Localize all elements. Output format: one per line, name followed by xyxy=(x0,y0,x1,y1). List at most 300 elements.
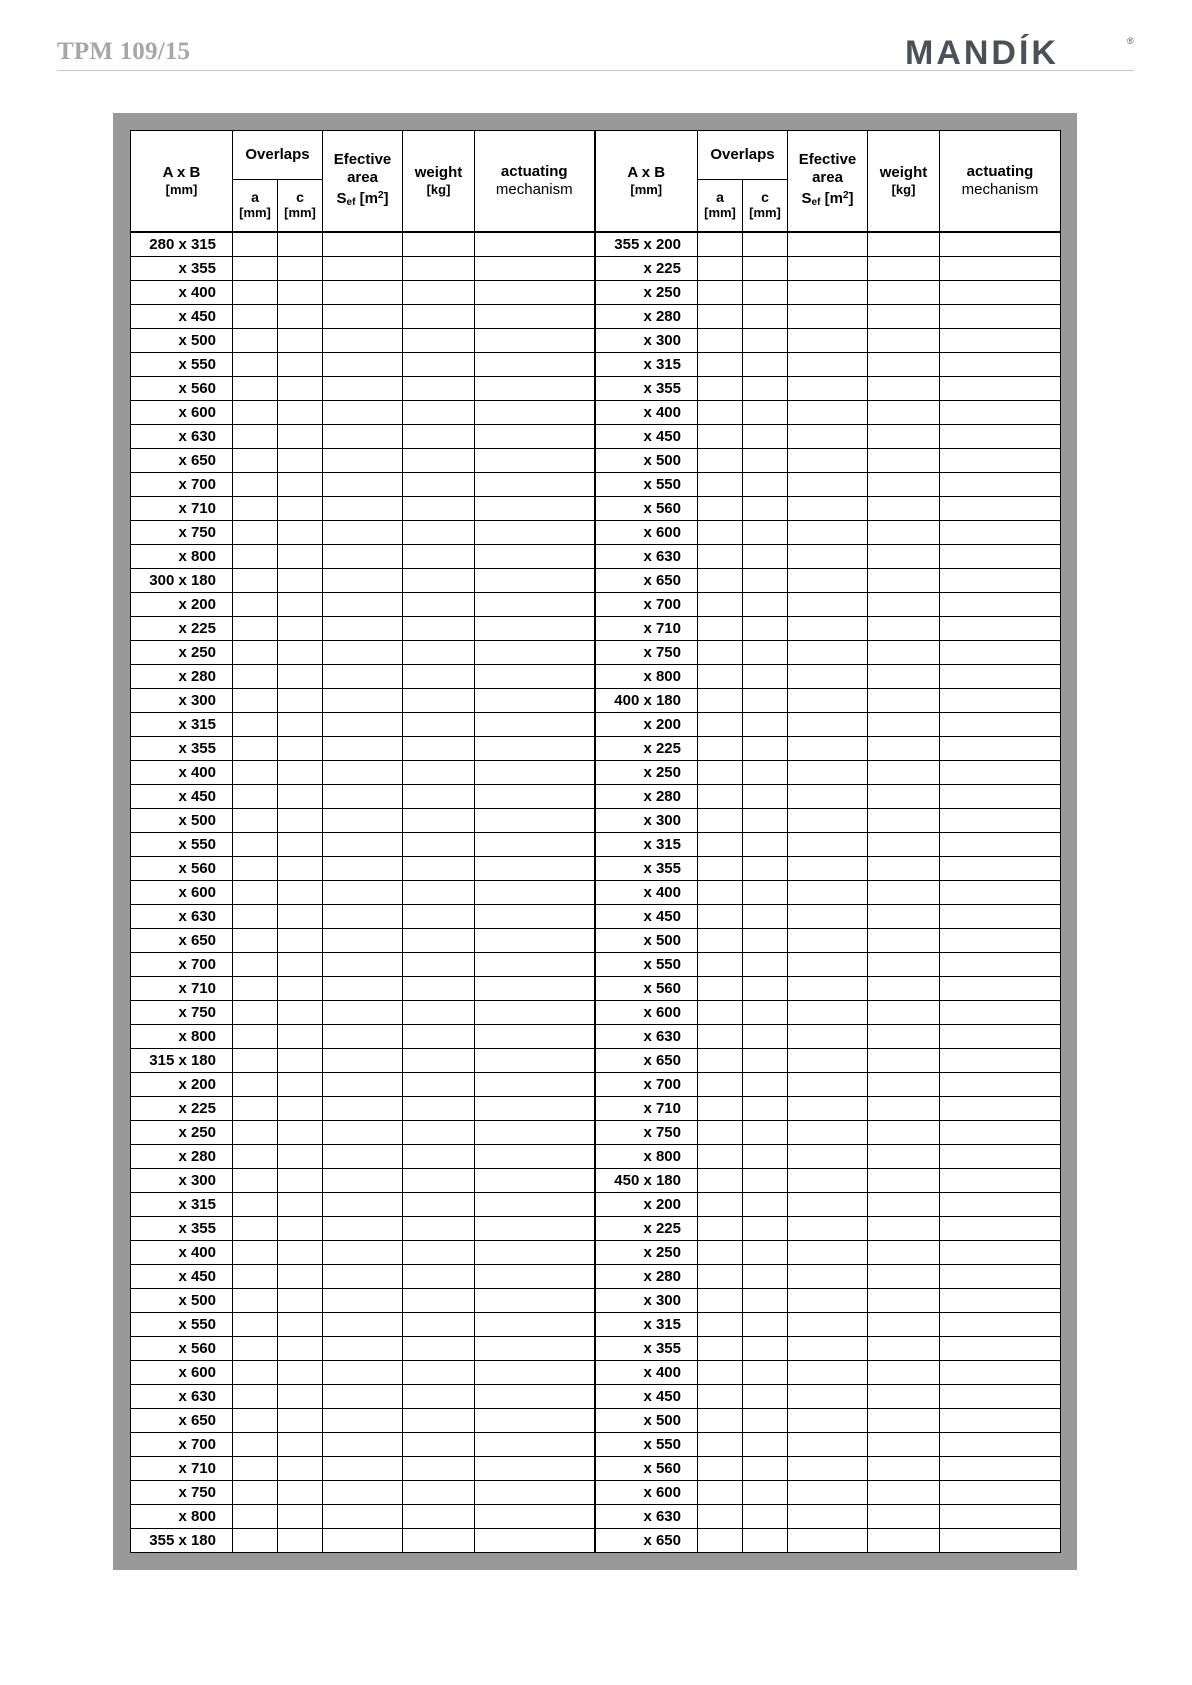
size-cell: x 355 xyxy=(131,1217,233,1241)
effective-area-cell xyxy=(323,641,403,665)
size-cell: 315 x 180 xyxy=(131,1049,233,1073)
overlap-a-cell xyxy=(233,377,278,401)
weight-cell-right xyxy=(868,761,940,785)
weight-cell-right xyxy=(868,257,940,281)
table-row xyxy=(131,377,1061,401)
logo-wordmark: MANDÍK xyxy=(905,34,1059,70)
table-row xyxy=(131,473,1061,497)
weight-cell-right xyxy=(868,449,940,473)
overlap-a-cell-right xyxy=(698,713,743,737)
actuating-mechanism-cell xyxy=(475,689,595,713)
overlap-c-cell-right xyxy=(743,257,788,281)
overlap-c-cell xyxy=(278,857,323,881)
overlap-a-cell-right xyxy=(698,881,743,905)
actuating-mechanism-cell-right xyxy=(940,857,1061,881)
weight-cell xyxy=(403,737,475,761)
effective-area-cell-right xyxy=(788,1097,868,1121)
overlap-a-cell xyxy=(233,1049,278,1073)
overlap-a-cell-right xyxy=(698,1433,743,1457)
overlap-a-cell xyxy=(233,425,278,449)
size-cell: x 550 xyxy=(131,833,233,857)
actuating-mechanism-cell-right xyxy=(940,1121,1061,1145)
actuating-mechanism-cell xyxy=(475,1433,595,1457)
weight-cell-right xyxy=(868,1025,940,1049)
overlap-c-cell-right xyxy=(743,1361,788,1385)
weight-cell xyxy=(403,1289,475,1313)
weight-cell-right xyxy=(868,1001,940,1025)
size-cell-right: 355 x 200 xyxy=(595,232,698,257)
effective-area-cell-right xyxy=(788,1385,868,1409)
actuating-mechanism-cell xyxy=(475,1121,595,1145)
size-cell: x 355 xyxy=(131,737,233,761)
overlap-a-cell xyxy=(233,737,278,761)
overlap-c-cell-right xyxy=(743,689,788,713)
effective-area-cell xyxy=(323,232,403,257)
size-cell-right: x 355 xyxy=(595,1337,698,1361)
actuating-mechanism-cell xyxy=(475,1241,595,1265)
table-row xyxy=(131,329,1061,353)
overlap-c-cell-right xyxy=(743,737,788,761)
actuating-mechanism-cell xyxy=(475,713,595,737)
effective-area-cell-right xyxy=(788,569,868,593)
overlap-a-cell-right xyxy=(698,785,743,809)
effective-area-cell-right xyxy=(788,689,868,713)
effective-area-cell-right xyxy=(788,713,868,737)
actuating-mechanism-cell xyxy=(475,665,595,689)
weight-cell xyxy=(403,593,475,617)
size-cell: x 315 xyxy=(131,713,233,737)
actuating-mechanism-cell xyxy=(475,1529,595,1553)
overlap-c-cell-right xyxy=(743,1145,788,1169)
table-row xyxy=(131,281,1061,305)
size-cell-right: x 400 xyxy=(595,1361,698,1385)
overlap-a-cell xyxy=(233,809,278,833)
overlap-a-cell-right xyxy=(698,1121,743,1145)
overlap-c-cell xyxy=(278,1337,323,1361)
overlap-c-cell xyxy=(278,425,323,449)
overlap-a-cell xyxy=(233,977,278,1001)
overlap-c-cell xyxy=(278,329,323,353)
overlap-c-cell xyxy=(278,1169,323,1193)
size-cell-right: x 280 xyxy=(595,1265,698,1289)
actuating-mechanism-cell-right xyxy=(940,1265,1061,1289)
size-cell-right: x 315 xyxy=(595,1313,698,1337)
actuating-mechanism-cell-right xyxy=(940,377,1061,401)
overlaps-header-right: Overlaps xyxy=(698,131,788,180)
weight-cell-right xyxy=(868,1097,940,1121)
overlap-c-cell-right xyxy=(743,497,788,521)
table-row xyxy=(131,881,1061,905)
overlap-a-cell-right xyxy=(698,1001,743,1025)
size-cell-right: x 450 xyxy=(595,1385,698,1409)
size-cell-right: x 400 xyxy=(595,881,698,905)
weight-cell xyxy=(403,857,475,881)
actuating-mechanism-cell xyxy=(475,1025,595,1049)
overlap-c-cell-right xyxy=(743,232,788,257)
weight-cell xyxy=(403,353,475,377)
overlap-c-cell xyxy=(278,353,323,377)
overlap-a-cell-right xyxy=(698,449,743,473)
weight-cell xyxy=(403,1529,475,1553)
overlap-c-cell-right xyxy=(743,1409,788,1433)
effective-area-cell xyxy=(323,1265,403,1289)
overlap-c-cell-right xyxy=(743,713,788,737)
overlap-a-cell-right xyxy=(698,689,743,713)
table-row xyxy=(131,257,1061,281)
weight-cell-right xyxy=(868,545,940,569)
overlap-a-cell-right xyxy=(698,353,743,377)
effective-area-cell xyxy=(323,665,403,689)
size-cell-right: x 650 xyxy=(595,1529,698,1553)
size-cell-right: x 560 xyxy=(595,497,698,521)
overlap-a-cell-right xyxy=(698,1193,743,1217)
overlap-c-cell xyxy=(278,305,323,329)
actuating-mechanism-cell-right xyxy=(940,497,1061,521)
weight-cell xyxy=(403,1265,475,1289)
overlap-c-cell-right xyxy=(743,1193,788,1217)
table-row xyxy=(131,1313,1061,1337)
overlap-a-cell-right xyxy=(698,857,743,881)
size-cell-right: x 700 xyxy=(595,593,698,617)
size-cell-right: x 315 xyxy=(595,353,698,377)
actuating-mechanism-cell-right xyxy=(940,1385,1061,1409)
table-row xyxy=(131,425,1061,449)
effective-area-cell xyxy=(323,1505,403,1529)
size-cell-right: x 225 xyxy=(595,1217,698,1241)
effective-area-cell xyxy=(323,737,403,761)
weight-cell xyxy=(403,1073,475,1097)
weight-cell xyxy=(403,1121,475,1145)
table-row xyxy=(131,761,1061,785)
size-cell-right: x 550 xyxy=(595,953,698,977)
overlap-a-cell xyxy=(233,1313,278,1337)
actuating-mechanism-cell-right xyxy=(940,521,1061,545)
effective-area-cell xyxy=(323,305,403,329)
size-cell-right: 450 x 180 xyxy=(595,1169,698,1193)
overlap-c-cell-right xyxy=(743,1169,788,1193)
size-cell: x 550 xyxy=(131,1313,233,1337)
overlap-c-header: c [mm] xyxy=(278,180,323,233)
table-row xyxy=(131,305,1061,329)
weight-cell-right xyxy=(868,1457,940,1481)
effective-area-cell-right xyxy=(788,473,868,497)
weight-cell-right xyxy=(868,569,940,593)
effective-area-cell xyxy=(323,809,403,833)
overlap-c-cell xyxy=(278,1001,323,1025)
effective-area-cell-right xyxy=(788,809,868,833)
overlap-c-cell xyxy=(278,785,323,809)
size-cell: x 500 xyxy=(131,329,233,353)
document-id: TPM 109/15 xyxy=(57,38,191,65)
overlap-c-cell xyxy=(278,449,323,473)
weight-cell xyxy=(403,977,475,1001)
size-cell: x 700 xyxy=(131,473,233,497)
weight-cell-right xyxy=(868,1121,940,1145)
overlap-c-cell xyxy=(278,1145,323,1169)
overlap-c-cell-right xyxy=(743,929,788,953)
overlap-a-cell xyxy=(233,1193,278,1217)
size-cell-right: x 355 xyxy=(595,377,698,401)
actuating-mechanism-cell-right xyxy=(940,473,1061,497)
actuating-mechanism-cell-right xyxy=(940,665,1061,689)
effective-area-cell xyxy=(323,1169,403,1193)
overlap-c-cell xyxy=(278,1529,323,1553)
overlap-c-cell-right xyxy=(743,329,788,353)
overlap-a-cell-right xyxy=(698,521,743,545)
overlap-a-cell xyxy=(233,1121,278,1145)
weight-cell xyxy=(403,281,475,305)
overlap-a-cell xyxy=(233,1529,278,1553)
effective-area-cell xyxy=(323,329,403,353)
size-cell-right: x 600 xyxy=(595,1001,698,1025)
actuating-mechanism-cell-right xyxy=(940,953,1061,977)
overlap-a-cell xyxy=(233,1001,278,1025)
size-cell: x 630 xyxy=(131,1385,233,1409)
overlap-a-cell xyxy=(233,665,278,689)
table-row xyxy=(131,665,1061,689)
overlap-a-cell-right xyxy=(698,665,743,689)
overlap-a-cell-right xyxy=(698,905,743,929)
size-cell: x 200 xyxy=(131,593,233,617)
table-row xyxy=(131,1457,1061,1481)
weight-cell xyxy=(403,905,475,929)
overlap-c-cell-right xyxy=(743,377,788,401)
overlap-c-cell-right xyxy=(743,353,788,377)
overlap-a-cell-right xyxy=(698,1409,743,1433)
actuating-mechanism-cell-right xyxy=(940,881,1061,905)
actuating-mechanism-cell-right xyxy=(940,425,1061,449)
overlap-a-cell xyxy=(233,833,278,857)
actuating-mechanism-cell-right xyxy=(940,449,1061,473)
overlaps-header: Overlaps xyxy=(233,131,323,180)
actuating-mechanism-cell xyxy=(475,785,595,809)
effective-area-cell xyxy=(323,425,403,449)
overlap-c-cell-right xyxy=(743,785,788,809)
actuating-mechanism-cell-right xyxy=(940,305,1061,329)
weight-cell-right xyxy=(868,1265,940,1289)
overlap-a-cell-right xyxy=(698,1481,743,1505)
weight-cell-right xyxy=(868,281,940,305)
weight-cell-right xyxy=(868,1145,940,1169)
actuating-mechanism-cell-right xyxy=(940,1433,1061,1457)
effective-area-cell xyxy=(323,449,403,473)
overlap-c-cell-right xyxy=(743,1073,788,1097)
overlap-c-cell xyxy=(278,1049,323,1073)
overlap-a-cell xyxy=(233,1169,278,1193)
table-row xyxy=(131,545,1061,569)
actuating-mechanism-cell-right xyxy=(940,281,1061,305)
weight-cell xyxy=(403,569,475,593)
overlap-c-cell-right xyxy=(743,1001,788,1025)
actuating-mechanism-cell xyxy=(475,1169,595,1193)
effective-area-cell xyxy=(323,1025,403,1049)
weight-cell-right xyxy=(868,737,940,761)
weight-cell xyxy=(403,761,475,785)
effective-area-cell xyxy=(323,377,403,401)
overlap-a-cell-right xyxy=(698,569,743,593)
actuating-mechanism-cell xyxy=(475,1337,595,1361)
actuating-mechanism-cell xyxy=(475,1385,595,1409)
overlap-c-cell-right xyxy=(743,1241,788,1265)
effective-area-cell-right xyxy=(788,232,868,257)
table-row xyxy=(131,689,1061,713)
actuating-mechanism-cell-right xyxy=(940,617,1061,641)
effective-area-cell-right xyxy=(788,905,868,929)
size-cell: x 600 xyxy=(131,401,233,425)
actuating-mechanism-cell xyxy=(475,1073,595,1097)
weight-cell-right xyxy=(868,1433,940,1457)
actuating-mechanism-cell xyxy=(475,1193,595,1217)
weight-cell xyxy=(403,329,475,353)
overlap-a-header-right: a [mm] xyxy=(698,180,743,233)
overlap-c-cell xyxy=(278,473,323,497)
table-row xyxy=(131,1121,1061,1145)
table-row xyxy=(131,1001,1061,1025)
weight-cell-right xyxy=(868,1073,940,1097)
overlap-c-cell xyxy=(278,377,323,401)
actuating-mechanism-header: actuating mechanism xyxy=(475,131,595,233)
weight-cell xyxy=(403,1313,475,1337)
overlap-a-cell xyxy=(233,689,278,713)
actuating-mechanism-cell xyxy=(475,1505,595,1529)
size-cell-right: x 750 xyxy=(595,1121,698,1145)
actuating-mechanism-cell xyxy=(475,929,595,953)
weight-cell xyxy=(403,1169,475,1193)
size-cell: x 355 xyxy=(131,257,233,281)
overlap-a-cell xyxy=(233,1409,278,1433)
actuating-mechanism-cell xyxy=(475,857,595,881)
actuating-mechanism-cell xyxy=(475,473,595,497)
overlap-a-cell-right xyxy=(698,977,743,1001)
weight-cell xyxy=(403,1433,475,1457)
actuating-mechanism-cell xyxy=(475,425,595,449)
overlap-c-cell xyxy=(278,1121,323,1145)
weight-cell xyxy=(403,881,475,905)
actuating-mechanism-cell-right xyxy=(940,1361,1061,1385)
effective-area-cell-right xyxy=(788,857,868,881)
overlap-c-cell-right xyxy=(743,809,788,833)
weight-cell xyxy=(403,689,475,713)
size-cell-right: x 600 xyxy=(595,1481,698,1505)
effective-area-cell-right xyxy=(788,1361,868,1385)
size-cell: x 560 xyxy=(131,1337,233,1361)
overlap-a-cell-right xyxy=(698,1337,743,1361)
size-cell-right: x 300 xyxy=(595,809,698,833)
overlap-a-cell xyxy=(233,569,278,593)
overlap-c-cell-right xyxy=(743,545,788,569)
weight-cell-right xyxy=(868,1337,940,1361)
overlap-c-cell-right xyxy=(743,425,788,449)
overlap-a-cell-right xyxy=(698,1097,743,1121)
overlap-a-cell-right xyxy=(698,593,743,617)
size-cell-right: x 560 xyxy=(595,1457,698,1481)
size-cell: x 400 xyxy=(131,761,233,785)
weight-cell xyxy=(403,833,475,857)
weight-cell-right xyxy=(868,1049,940,1073)
table-row xyxy=(131,1385,1061,1409)
actuating-mechanism-cell xyxy=(475,545,595,569)
weight-cell xyxy=(403,1025,475,1049)
overlap-a-cell xyxy=(233,1361,278,1385)
table-row xyxy=(131,1409,1061,1433)
actuating-mechanism-cell xyxy=(475,953,595,977)
actuating-mechanism-cell xyxy=(475,977,595,1001)
effective-area-cell xyxy=(323,473,403,497)
effective-area-cell-right xyxy=(788,1217,868,1241)
effective-area-cell xyxy=(323,953,403,977)
table-row xyxy=(131,449,1061,473)
overlap-c-cell xyxy=(278,737,323,761)
size-cell: x 400 xyxy=(131,281,233,305)
weight-cell-right xyxy=(868,1313,940,1337)
effective-area-cell xyxy=(323,1385,403,1409)
size-cell-right: x 300 xyxy=(595,329,698,353)
actuating-mechanism-cell-right xyxy=(940,1097,1061,1121)
weight-cell xyxy=(403,1361,475,1385)
size-cell: x 280 xyxy=(131,665,233,689)
actuating-mechanism-cell xyxy=(475,377,595,401)
table-row xyxy=(131,1217,1061,1241)
actuating-mechanism-cell xyxy=(475,329,595,353)
size-cell: x 450 xyxy=(131,1265,233,1289)
effective-area-cell-right xyxy=(788,1409,868,1433)
actuating-mechanism-cell-right xyxy=(940,737,1061,761)
weight-cell-right xyxy=(868,425,940,449)
size-cell: x 650 xyxy=(131,1409,233,1433)
actuating-mechanism-cell-right xyxy=(940,1289,1061,1313)
effective-area-cell xyxy=(323,1433,403,1457)
table-row xyxy=(131,977,1061,1001)
overlap-a-cell-right xyxy=(698,281,743,305)
overlap-a-cell xyxy=(233,473,278,497)
overlap-a-cell-right xyxy=(698,425,743,449)
weight-cell xyxy=(403,1097,475,1121)
weight-cell-right xyxy=(868,809,940,833)
table-row xyxy=(131,1073,1061,1097)
overlap-c-cell-right xyxy=(743,881,788,905)
table-row xyxy=(131,1433,1061,1457)
overlap-c-cell xyxy=(278,1313,323,1337)
size-cell: x 560 xyxy=(131,377,233,401)
table-row xyxy=(131,593,1061,617)
effective-area-cell xyxy=(323,1073,403,1097)
overlap-c-cell xyxy=(278,1457,323,1481)
size-cell: x 250 xyxy=(131,1121,233,1145)
overlap-c-cell xyxy=(278,665,323,689)
table-row xyxy=(131,1097,1061,1121)
actuating-mechanism-cell xyxy=(475,1313,595,1337)
effective-area-cell xyxy=(323,929,403,953)
size-cell-right: x 300 xyxy=(595,1289,698,1313)
actuating-mechanism-cell-right xyxy=(940,1145,1061,1169)
effective-area-cell xyxy=(323,1097,403,1121)
effective-area-cell xyxy=(323,593,403,617)
weight-cell xyxy=(403,1193,475,1217)
weight-cell-right xyxy=(868,593,940,617)
size-cell-right: x 450 xyxy=(595,905,698,929)
overlap-c-cell xyxy=(278,617,323,641)
overlap-c-cell xyxy=(278,713,323,737)
actuating-mechanism-cell xyxy=(475,1361,595,1385)
table-row xyxy=(131,641,1061,665)
size-cell-right: x 560 xyxy=(595,977,698,1001)
effective-area-cell xyxy=(323,353,403,377)
actuating-mechanism-cell-right xyxy=(940,809,1061,833)
weight-cell-right xyxy=(868,521,940,545)
table-row xyxy=(131,1337,1061,1361)
overlap-a-cell xyxy=(233,1457,278,1481)
overlap-a-cell xyxy=(233,1025,278,1049)
